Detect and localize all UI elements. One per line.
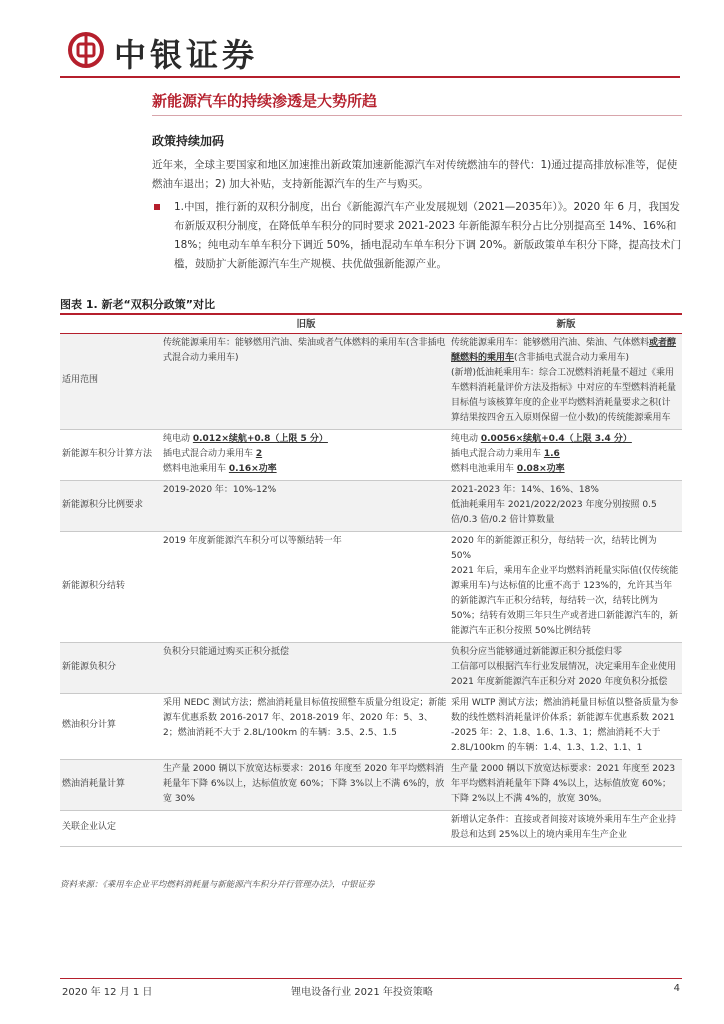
table-row (60, 531, 682, 642)
cell-line: 负积分只能通过购买正积分抵偿 (163, 646, 290, 657)
cell-line: 2021 年后，乘用车企业平均燃料消耗量实际值(仅传统能源乘用车)与达标值的比重不高于 123%的，允许其当年的新能源汽车正积分结转，每结转一次，结转比例为 50%；结转有效期三年只生产或者进口新能源汽车的，新能源汽车正积分按照 50%比例结转 (451, 565, 679, 636)
page-number: 4 (673, 983, 680, 994)
cell-line: 低油耗乘用车 2021/2022/2023 年度分别按照 0.5 倍/0.3 倍/0.2 倍计算数量 (451, 499, 657, 525)
cell-line: 2021-2023 年：14%、16%、18% (451, 484, 599, 495)
row-category: 燃油消耗量计算 (60, 759, 162, 810)
footer-report-title: 锂电设备行业 2021 年投资策略 (291, 987, 433, 998)
cell-old (162, 693, 450, 759)
cell-old (162, 642, 450, 693)
cell-line: 采用 WLTP 测试方法；燃油消耗量目标值以整备质量为参数的线性燃料消耗量评价体系；新能源车优惠系数 2021 -2025 年：2、1.8、1.6、1.3、1；燃油消耗不大于 2.8L/100km 的车辆：1.4、1.3、1.2、1.1、1 (451, 697, 679, 753)
cell-new (450, 531, 682, 642)
cell-line: 负积分应当能够通过新能源正积分抵偿归零 (451, 646, 623, 657)
cell-new (450, 693, 682, 759)
row-category: 适用范围 (60, 333, 162, 429)
bullet-text: 1.中国，推行新的双积分制度，出台《新能源汽车产业发展规划（2021—2035年）》。2020 年 6 月，我国发布新版双积分制度，在降低单车积分的同时要求 2021-2023 年新能源车积分占比分别提高至 14%、16%和 18%；纯电动车单车积分下调近 50%，插电混动车单车积分下调 20%。新版政策单车积分下降，提高技术门槛，鼓励扩大新能源汽车生产规模、扶优做强新能源产业。 (174, 201, 682, 270)
policy-comparison-table (60, 316, 682, 847)
cell-line (451, 447, 679, 462)
header-cell (60, 316, 162, 333)
cell-old (162, 480, 450, 531)
table-row (60, 642, 682, 693)
row-category: 新能源负积分 (60, 642, 162, 693)
cell-text: (含非插电式混合动力乘用车) (514, 352, 630, 363)
source-note: 资料来源：《乘用车企业平均燃料消耗量与新能源汽车积分并行管理办法》，中银证券 (60, 880, 375, 890)
table-row (60, 480, 682, 531)
table-row (60, 693, 682, 759)
table-row (60, 810, 682, 846)
cell-text: (新增)低油耗乘用车：综合工况燃料消耗量不超过《乘用车燃料消耗量评价方法及指标》中对应的车型燃料消耗量目标值与该核算年度的企业平均燃料消耗量要求之积(计算结果按四舍五入原则保留一位小数)的传统能源乘用车 (451, 367, 677, 423)
cell-new (450, 810, 682, 846)
cell-line: 生产量 2000 辆以下放宽达标要求：2016 年度至 2020 年平均燃料消耗量年下降 6%以上，达标值放宽 60%；下降 3%以上不满 6%的，放宽 30% (163, 763, 445, 804)
table-row (60, 429, 682, 480)
cell-new (450, 429, 682, 480)
row-category: 关联企业认定 (60, 810, 162, 846)
intro-paragraph: 近年来，全球主要国家和地区加速推出新政策加速新能源汽车对传统燃油车的替代：1)通过提高排放标准等，促使燃油车退出；2) 加大补贴，支持新能源汽车的生产与购买。 (152, 159, 678, 190)
cell-line: 新增认定条件：直接或者间接对该境外乘用车生产企业持股总和达到 25%以上的境内乘用车生产企业 (451, 814, 677, 840)
table-row (60, 759, 682, 810)
emphasis-text: 0.0056×续航+0.4（上限 3.4 分） (480, 433, 632, 444)
cell-text: 插电式混合动力乘用车 (163, 448, 256, 459)
bank-of-china-logo-icon (68, 32, 104, 68)
cell-new (450, 642, 682, 693)
figure-title: 图表 1. 新老“双积分政策”对比 (60, 298, 215, 311)
cell-text: 纯电动 (451, 433, 481, 444)
section-title: 新能源汽车的持续渗透是大势所趋 (152, 90, 682, 116)
cell-line: 传统能源乘用车：能够燃用汽油、柴油或者气体燃料的乘用车(含非插电式混合动力乘用车) (163, 337, 446, 363)
table-row (60, 333, 682, 429)
emphasis-text: 0.012×续航+0.8（上限 5 分） (192, 433, 328, 444)
cell-line: 工信部可以根据汽车行业发展情况，决定乘用车企业使用 2021 年度新能源汽车正积分对 2020 年度负积分抵偿 (451, 661, 677, 687)
cell-new (450, 480, 682, 531)
cell-line: 2019 年度新能源汽车积分可以等额结转一年 (163, 535, 342, 546)
page-header (60, 28, 680, 78)
cell-line: 2020 年的新能源正积分，每结转一次，结转比例为 50% (451, 535, 657, 561)
emphasis-text: 0.08×功率 (516, 463, 565, 474)
cell-old (162, 759, 450, 810)
cell-line (451, 462, 679, 477)
cell-new (450, 759, 682, 810)
cell-line (451, 336, 679, 366)
row-category: 新能源车积分计算方法 (60, 429, 162, 480)
cell-text: 纯电动 (163, 433, 193, 444)
cell-old (162, 531, 450, 642)
cell-line (451, 432, 679, 447)
cell-old (162, 333, 450, 429)
cell-text: 燃料电池乘用车 (163, 463, 229, 474)
cell-text: 燃料电池乘用车 (451, 463, 517, 474)
cell-line: 采用 NEDC 测试方法；燃油消耗量目标值按照整车质量分组设定；新能源车优惠系数 2016-2017 年、2018-2019 年、2020 年：5、3、2；燃油消耗不大于 2.8L/100km 的车辆：3.5、2.5、1.5 (163, 697, 447, 738)
cell-line (163, 432, 447, 447)
cell-line (451, 366, 679, 426)
cell-line (163, 447, 447, 462)
emphasis-text: 或者醇醚燃料的乘用车 (451, 337, 677, 363)
brand-name: 中银证券 (114, 36, 259, 74)
footer-date: 2020 年 12 月 1 日 (62, 987, 153, 998)
header-cell-old: 旧版 (162, 316, 450, 333)
cell-line: 2019-2020 年：10%-12% (163, 484, 277, 495)
cell-old (162, 429, 450, 480)
bullet-square-icon (154, 204, 160, 210)
row-category: 燃油积分计算 (60, 693, 162, 759)
header-divider (60, 76, 680, 78)
cell-line: 生产量 2000 辆以下放宽达标要求：2021 年度至 2023 年平均燃料消耗量年下降 4%以上，达标值放宽 60%；下降 2%以上不满 4%的，放宽 30%。 (451, 763, 676, 804)
bullet-item (152, 198, 682, 274)
cell-old (162, 810, 450, 846)
row-category: 新能源积分结转 (60, 531, 162, 642)
header-cell-new: 新版 (450, 316, 682, 333)
figure-divider (60, 313, 682, 315)
emphasis-text: 1.6 (543, 448, 560, 459)
sub-title: 政策持续加码 (152, 134, 225, 148)
row-category: 新能源积分比例要求 (60, 480, 162, 531)
cell-text: 传统能源乘用车：能够燃用汽油、柴油、气体燃料 (451, 337, 650, 348)
cell-new (450, 333, 682, 429)
cell-text: 插电式混合动力乘用车 (451, 448, 544, 459)
cell-line (163, 462, 447, 477)
emphasis-text: 0.16×功率 (228, 463, 277, 474)
footer-divider (60, 978, 682, 979)
table-header-row (60, 316, 682, 333)
emphasis-text: 2 (255, 448, 263, 459)
